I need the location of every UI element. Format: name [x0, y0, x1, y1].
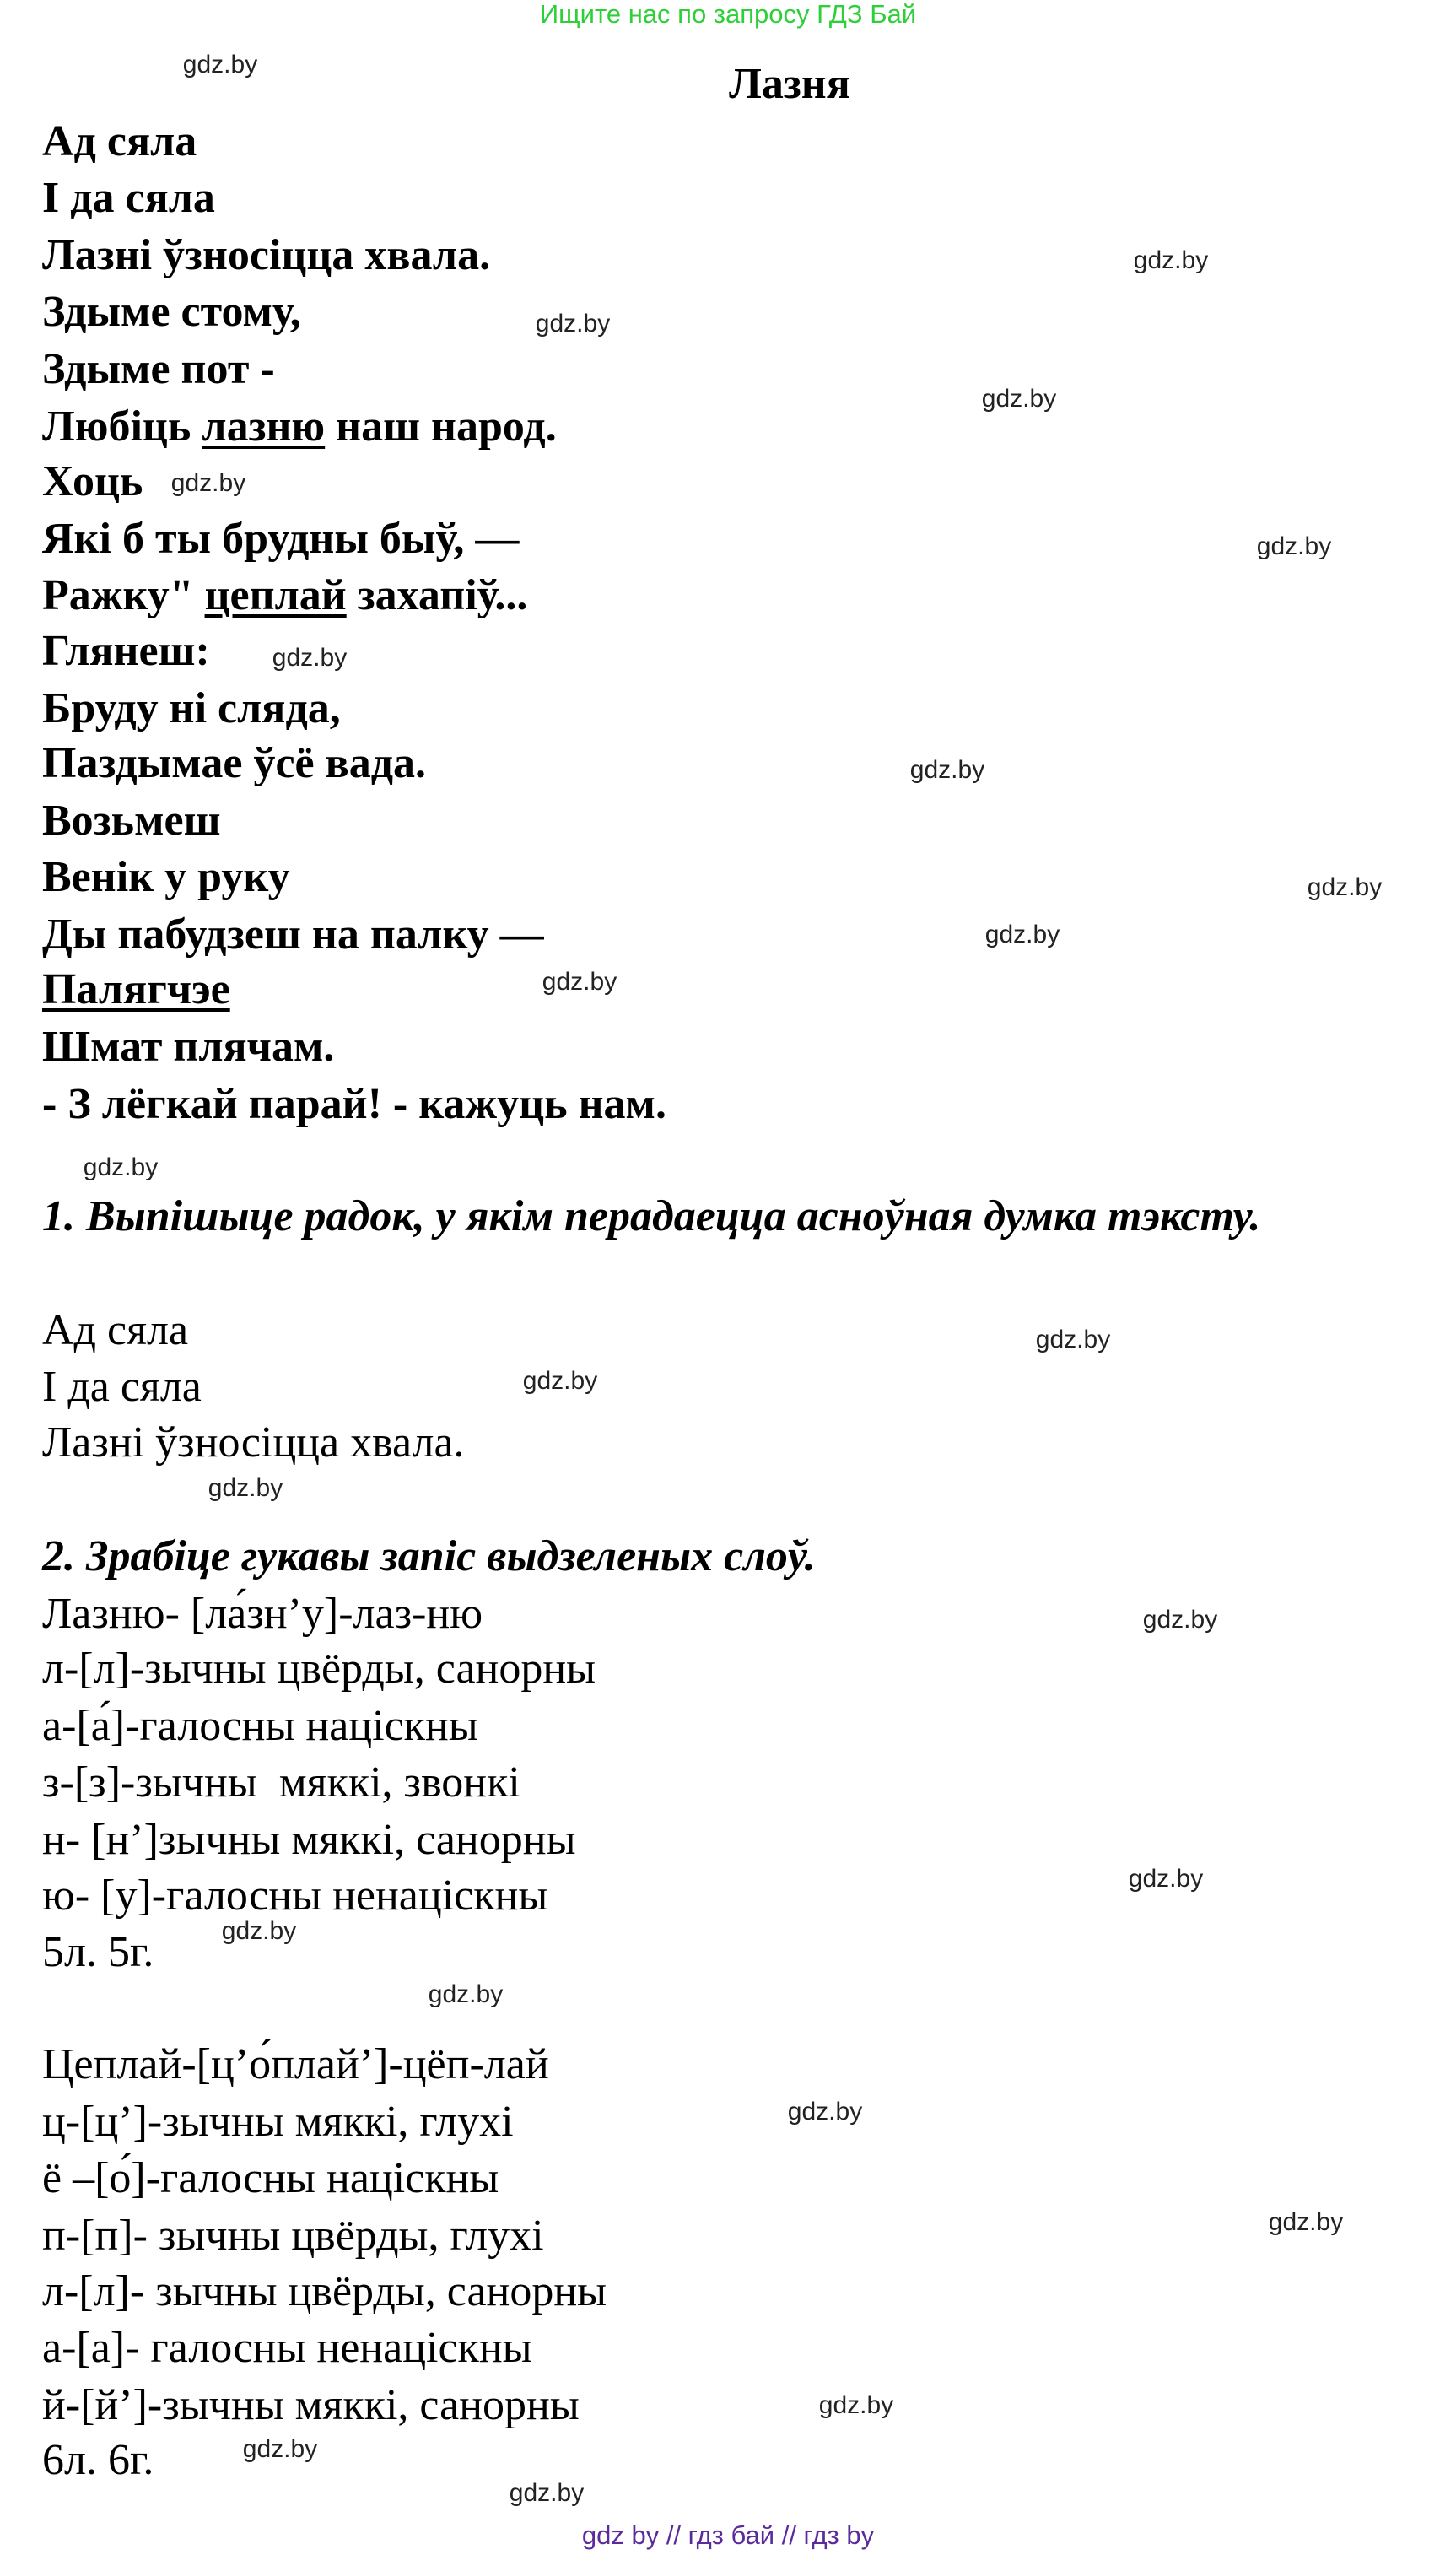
analysis-line: п-[п]- зычны цвёрды, глухі	[42, 2212, 544, 2260]
watermark: gdz.by	[1035, 1326, 1111, 1353]
poem-line: - З лёгкай парай! - кажуць нам.	[42, 1080, 666, 1128]
analysis-line: з-[з]-зычны мяккі, звонкі	[42, 1758, 520, 1807]
answer-line: І да сяла	[42, 1363, 202, 1411]
analysis-line: 5л. 5г.	[42, 1928, 154, 1976]
task2-question: 2. Зрабіце гукавы запіс выдзеленых слоў.	[42, 1532, 816, 1580]
poem-title: Лазня	[729, 60, 850, 108]
watermark: gdz.by	[1256, 532, 1332, 560]
watermark: gdz.by	[522, 1367, 598, 1395]
analysis-line: н- [н’]зычны мяккі, санорны	[42, 1816, 576, 1864]
task1-question: 1. Выпішыце радок, у якім перадаецца асноўная думка тэксту.	[42, 1192, 1261, 1240]
watermark: gdz.by	[909, 756, 985, 784]
watermark: gdz.by	[83, 1153, 159, 1181]
watermark: gdz.by	[428, 1980, 504, 2008]
poem-line: Ад сяла	[42, 117, 197, 165]
watermark: gdz.by	[509, 2479, 585, 2507]
watermark: gdz.by	[787, 2098, 863, 2126]
footer-links[interactable]: gdz by // гдз бай // гдз by	[581, 2520, 875, 2550]
poem-line: Бруду ні сляда,	[42, 684, 341, 732]
watermark: gdz.by	[1128, 1865, 1204, 1893]
analysis-line: ц-[ц’]-зычны мяккі, глухі	[42, 2098, 514, 2146]
analysis-line: ю- [у]-галосны ненаціскны	[42, 1872, 548, 1920]
watermark: gdz.by	[1268, 2208, 1344, 2236]
watermark: gdz.by	[535, 310, 611, 338]
poem-line: Шмат плячам.	[42, 1023, 335, 1071]
poem-line: Возьмеш	[42, 797, 221, 845]
watermark: gdz.by	[170, 469, 246, 497]
answer-line: Ад сяла	[42, 1306, 189, 1354]
analysis-line: ё –[о́]-галосны націскны	[42, 2154, 499, 2202]
text: захапіў...	[346, 571, 528, 619]
text: Любіць	[42, 402, 202, 451]
watermark: gdz.by	[1307, 873, 1383, 901]
watermark: gdz.by	[818, 2391, 894, 2419]
analysis-line: 6л. 6г.	[42, 2436, 154, 2484]
highlighted-word: Палягчэе	[42, 965, 230, 1013]
watermark: gdz.by	[182, 51, 258, 78]
analysis-line: л-[л]-зычны цвёрды, санорны	[42, 1645, 596, 1693]
watermark: gdz.by	[272, 644, 348, 672]
text: Ражку"	[42, 571, 205, 619]
header-search-link[interactable]: Ищите нас по запросу ГДЗ Бай	[539, 0, 917, 29]
analysis-line: й-[й’]-зычны мяккі, санорны	[42, 2381, 580, 2429]
watermark: gdz.by	[221, 1917, 297, 1945]
watermark: gdz.by	[981, 385, 1057, 413]
watermark: gdz.by	[1142, 1606, 1218, 1634]
poem-line: Глянеш:	[42, 627, 210, 675]
poem-line: І да сяла	[42, 174, 215, 222]
answer-line: Лазні ўзносіцца хвала.	[42, 1418, 465, 1467]
watermark: gdz.by	[242, 2435, 318, 2463]
analysis-line: л-[л]- зычны цвёрды, санорны	[42, 2267, 607, 2315]
watermark: gdz.by	[208, 1474, 283, 1502]
poem-line	[42, 964, 230, 1015]
watermark: gdz.by	[542, 968, 617, 996]
watermark: gdz.by	[984, 921, 1060, 948]
analysis-line: Цеплай-[ц’о́плай’]-цёп-лай	[42, 2040, 549, 2088]
poem-line: Здыме пот -	[42, 345, 275, 393]
poem-line: Ды пабудзеш на палку —	[42, 910, 544, 959]
poem-line: Які б ты брудны быў, —	[42, 515, 520, 563]
poem-line: Хоць	[42, 457, 143, 505]
poem-line: Паздымае ўсё вада.	[42, 739, 426, 787]
analysis-line: Лазню- [ла́зн’у]-лаз-ню	[42, 1590, 483, 1638]
highlighted-word: лазню	[202, 402, 326, 451]
poem-line: Здыме стому,	[42, 288, 301, 336]
analysis-line: а-[а]- галосны ненаціскны	[42, 2324, 532, 2372]
poem-line: Лазні ўзносіцца хвала.	[42, 231, 491, 279]
highlighted-word: цеплай	[204, 571, 347, 619]
text: наш народ.	[325, 402, 557, 451]
poem-line: Венік у руку	[42, 853, 290, 901]
poem-line	[42, 570, 527, 621]
watermark: gdz.by	[1133, 246, 1209, 274]
poem-line	[42, 402, 557, 452]
analysis-line: а-[а́]-галосны націскны	[42, 1702, 478, 1750]
